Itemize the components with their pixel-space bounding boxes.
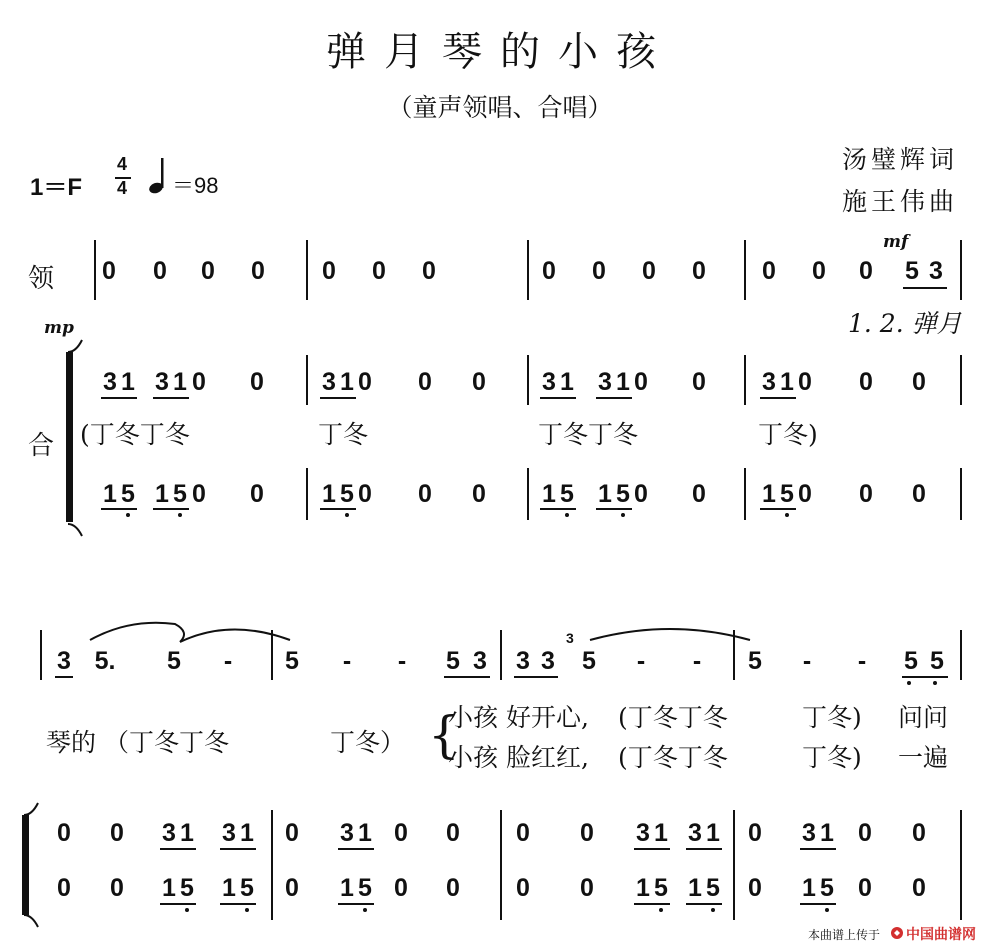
note: 3: [598, 368, 612, 396]
note: -: [397, 647, 407, 675]
note: 1: [820, 819, 834, 847]
footer-upload-text: 本曲谱上传于: [808, 928, 881, 942]
note: 5: [180, 874, 194, 902]
note: 0: [634, 480, 648, 508]
note: 0: [102, 257, 116, 285]
note: 3: [929, 257, 943, 285]
verse1-lyric: 问问: [898, 703, 949, 732]
verse2-lyric: (丁冬丁冬: [618, 743, 728, 772]
note: 3: [516, 647, 530, 675]
note: 0: [322, 257, 336, 285]
note: 5.: [94, 647, 116, 675]
barline: [94, 240, 96, 300]
note: 5: [654, 874, 668, 902]
verse1-lyric: 丁冬): [802, 703, 862, 732]
note: 0: [858, 819, 872, 847]
chorus-lyric: 丁冬丁冬: [538, 420, 639, 449]
note: -: [692, 647, 702, 675]
slur-ties: [80, 610, 300, 650]
note: 1: [706, 819, 720, 847]
note: 1: [560, 368, 574, 396]
chorus-bracket-hooks: [22, 800, 42, 930]
note: 0: [251, 257, 265, 285]
note: 5: [285, 647, 299, 675]
note: 0: [798, 480, 812, 508]
chorus-part-label: 合: [28, 431, 55, 461]
note: 3: [802, 819, 816, 847]
note: 0: [57, 874, 71, 902]
note: 0: [692, 480, 706, 508]
note: 5: [340, 480, 354, 508]
note: 0: [110, 874, 124, 902]
note: 5: [616, 480, 630, 508]
lead-lyric: 琴的 （丁冬丁冬: [46, 728, 229, 757]
note: 0: [859, 368, 873, 396]
footer-site-name[interactable]: 中国曲谱网: [906, 926, 976, 942]
note: 0: [912, 368, 926, 396]
note: 5: [582, 647, 596, 675]
note: 0: [153, 257, 167, 285]
note: 1: [322, 480, 336, 508]
dynamic-mf: mf: [883, 232, 909, 252]
verse2-lyric: 一遍: [898, 743, 949, 772]
note: 3: [636, 819, 650, 847]
note: 1: [180, 819, 194, 847]
grace-note: 3: [566, 630, 574, 646]
note: 3: [162, 819, 176, 847]
note: 3: [103, 368, 117, 396]
note: 0: [812, 257, 826, 285]
note: 0: [580, 874, 594, 902]
note: 1: [121, 368, 135, 396]
note: 0: [285, 874, 299, 902]
key-signature: 1＝F: [30, 174, 83, 201]
note: 1: [762, 480, 776, 508]
note: 1: [598, 480, 612, 508]
note: 5: [446, 647, 460, 675]
lead-lyric: 1. 2. 弹月: [848, 309, 962, 338]
note: 5: [173, 480, 187, 508]
note: 0: [748, 874, 762, 902]
note: 0: [358, 480, 372, 508]
note: 0: [912, 480, 926, 508]
note: 1: [162, 874, 176, 902]
note: 0: [57, 819, 71, 847]
chorus-lyric: 丁冬): [758, 420, 818, 449]
note: 0: [418, 480, 432, 508]
note: 5: [240, 874, 254, 902]
note: 0: [192, 480, 206, 508]
score-subtitle: （童声领唱、合唱）: [387, 93, 613, 122]
note: 0: [472, 480, 486, 508]
slur-tie: [580, 610, 760, 650]
note: 5: [780, 480, 794, 508]
note: 0: [192, 368, 206, 396]
note: 5: [121, 480, 135, 508]
note: 0: [446, 874, 460, 902]
note: 3: [322, 368, 336, 396]
chorus-lyric: (丁冬丁冬: [80, 420, 190, 449]
note: 0: [110, 819, 124, 847]
note: 3: [688, 819, 702, 847]
note: 1: [688, 874, 702, 902]
note: 0: [472, 368, 486, 396]
note: 0: [642, 257, 656, 285]
note: 0: [580, 819, 594, 847]
note: -: [636, 647, 646, 675]
note: 0: [692, 368, 706, 396]
verse-brace: {: [428, 706, 460, 764]
note: 0: [762, 257, 776, 285]
note: 5: [748, 647, 762, 675]
verse2-lyric: 小孩 脸红红,: [448, 743, 589, 772]
verse1-lyric: 小孩 好开心,: [448, 703, 589, 732]
time-signature-top: 4: [117, 154, 128, 174]
note: 0: [285, 819, 299, 847]
lead-lyric: 丁冬）: [330, 728, 406, 757]
note: 5: [820, 874, 834, 902]
note: 1: [340, 368, 354, 396]
note: 0: [358, 368, 372, 396]
note: 0: [394, 874, 408, 902]
note: 0: [250, 368, 264, 396]
verse1-lyric: (丁冬丁冬: [618, 703, 728, 732]
composer-credit: 施王伟曲: [842, 187, 959, 216]
note: 0: [516, 819, 530, 847]
note: 1: [340, 874, 354, 902]
note: 5: [905, 257, 919, 285]
note: 1: [802, 874, 816, 902]
tempo-marking: ＝98: [172, 173, 219, 198]
note: 0: [798, 368, 812, 396]
score-title: 弹月琴的小孩: [326, 29, 674, 75]
note: -: [802, 647, 812, 675]
note: 5: [560, 480, 574, 508]
note: 3: [222, 819, 236, 847]
note: 3: [155, 368, 169, 396]
note: 1: [616, 368, 630, 396]
note: 0: [418, 368, 432, 396]
note: 0: [542, 257, 556, 285]
chorus-lyric: 丁冬: [318, 420, 369, 449]
quarter-note-icon: [148, 156, 172, 196]
note: 3: [57, 647, 71, 675]
note: 1: [155, 480, 169, 508]
note: 1: [542, 480, 556, 508]
note: 0: [912, 874, 926, 902]
note: 5: [904, 647, 918, 675]
note: 0: [912, 819, 926, 847]
note: 1: [173, 368, 187, 396]
note: 0: [250, 480, 264, 508]
note: 1: [240, 819, 254, 847]
note: 3: [762, 368, 776, 396]
note: 0: [692, 257, 706, 285]
note: 1: [636, 874, 650, 902]
note: 0: [372, 257, 386, 285]
lyricist-credit: 汤璧辉词: [842, 145, 959, 174]
note: 5: [706, 874, 720, 902]
note: 0: [859, 257, 873, 285]
note: -: [342, 647, 352, 675]
note: 0: [748, 819, 762, 847]
note: 1: [222, 874, 236, 902]
note: 3: [542, 368, 556, 396]
note: 0: [859, 480, 873, 508]
site-logo-icon: [890, 926, 904, 940]
note: 0: [394, 819, 408, 847]
note: 0: [592, 257, 606, 285]
note: 5: [358, 874, 372, 902]
note: 1: [780, 368, 794, 396]
note: 3: [541, 647, 555, 675]
note: 1: [103, 480, 117, 508]
note: 0: [201, 257, 215, 285]
verse2-lyric: 丁冬): [802, 743, 862, 772]
note: 0: [516, 874, 530, 902]
note: 0: [634, 368, 648, 396]
note: -: [857, 647, 867, 675]
note: 3: [340, 819, 354, 847]
note: 3: [473, 647, 487, 675]
note: 0: [858, 874, 872, 902]
note: 1: [358, 819, 372, 847]
time-signature-bottom: 4: [117, 178, 128, 198]
note: 0: [446, 819, 460, 847]
note: 5: [167, 647, 181, 675]
note: 0: [422, 257, 436, 285]
note: 1: [654, 819, 668, 847]
dynamic-mp: mp: [44, 318, 74, 338]
note: -: [223, 647, 233, 675]
lead-part-label: 领: [28, 264, 55, 294]
note: 5: [930, 647, 944, 675]
